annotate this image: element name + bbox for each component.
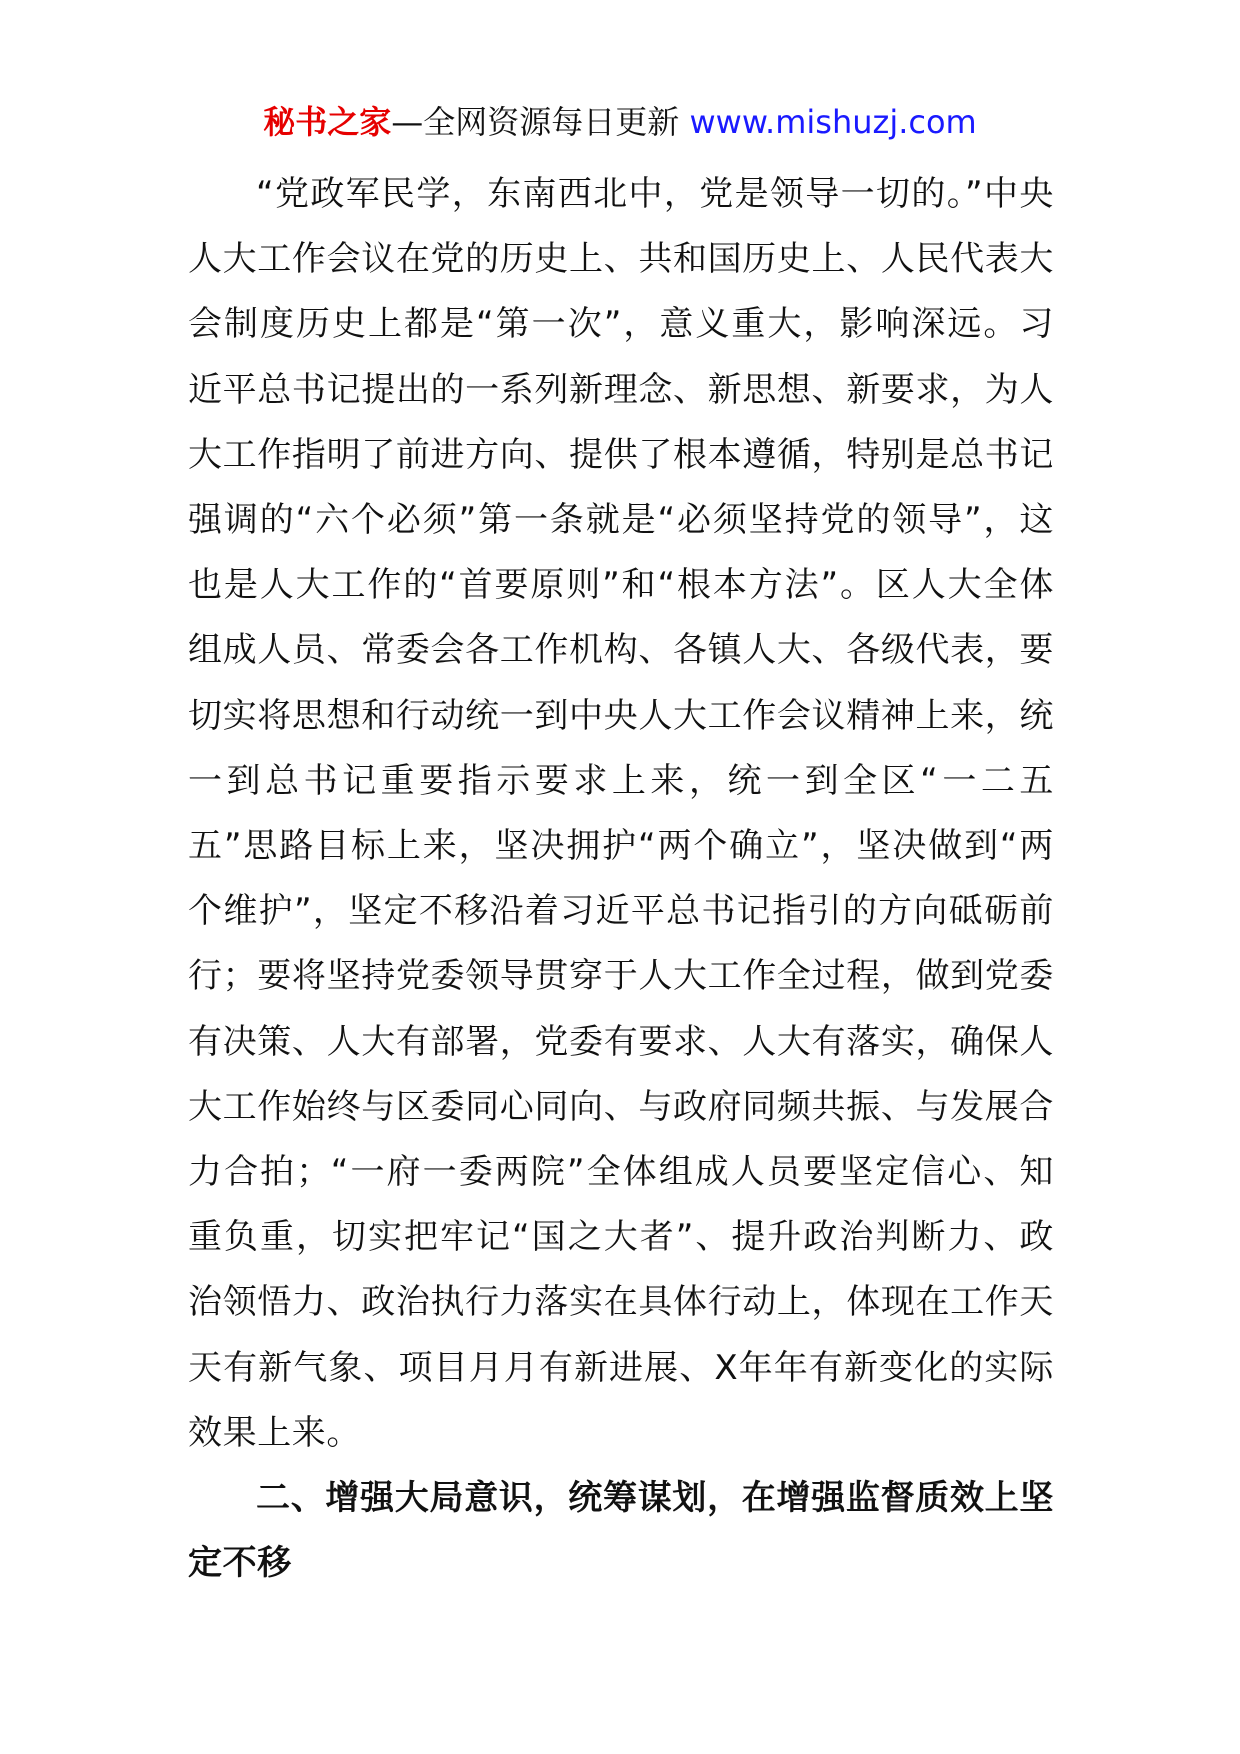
section-heading: 二、增强大局意识，统筹谋划，在增强监督质效上坚定不移 bbox=[188, 1478, 1054, 1584]
page-header bbox=[0, 100, 1240, 144]
header-url-link[interactable]: www.mishuzj.com bbox=[689, 103, 977, 141]
body-paragraph: “党政军民学，东南西北中，党是领导一切的。”中央人大工作会议在党的历史上、共和国历史上、人民代表大会制度历史上都是“第一次”，意义重大，影响深远。习近平总书记提出的一系列新理念、新思想、新要求，为人大工作指明了前进方向、提供了根本遵循，特别是总书记强调的“六个必须”第一条就是“必须坚持党的领导”，这也是人大工作的“首要原则”和“根本方法”。区人大全体组成人员、常委会各工作机构、各镇人大、各级代表，要切实将思想和行动统一到中央人大工作会议精神上来，统一到总书记重要指示要求上来，统一到全区“一二五五”思路目标上来，坚决拥护“两个确立”，坚决做到“两个维护”，坚定不移沿着习近平总书记指引的方向砥砺前行；要将坚持党委领导贯穿于人大工作全过程，做到党委有决策、人大有部署，党委有要求、人大有落实，确保人大工作始终与区委同心同向、与政府同频共振、与发展合力合拍；“一府一委两院”全体组成人员要坚定信心、知重负重，切实把牢记“国之大者”、提升政治判断力、政治领悟力、政治执行力落实在具体行动上，体现在工作天天有新气象、项目月月有新进展、X年年有新变化的实际效果上来。 bbox=[188, 174, 1054, 1453]
document-body bbox=[188, 162, 1054, 1596]
header-tagline: —全网资源每日更新 bbox=[391, 103, 690, 141]
header-brand: 秘书之家 bbox=[263, 103, 392, 141]
